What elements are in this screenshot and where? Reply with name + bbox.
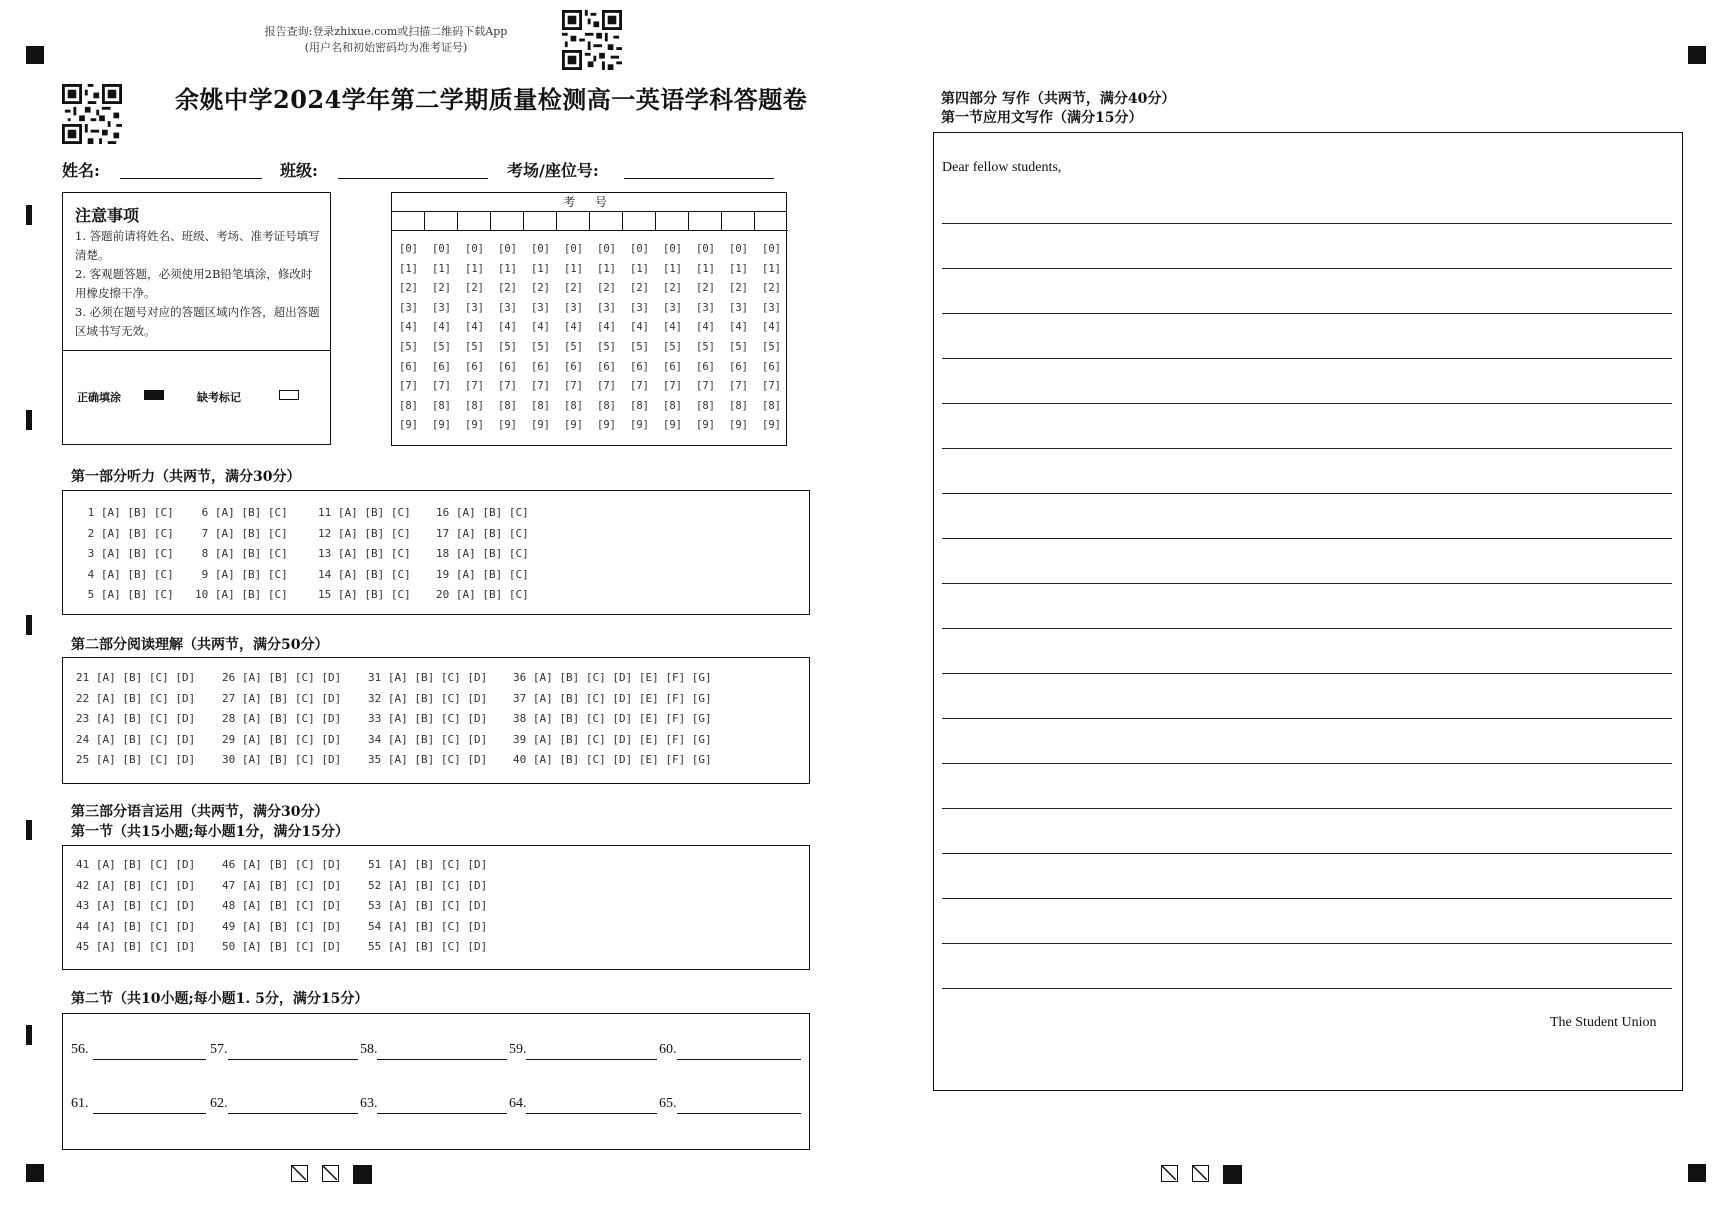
- corner-mark-bottom-right: [1688, 1164, 1706, 1182]
- exam-digit-option[interactable]: [9]: [432, 419, 451, 432]
- exam-digit-option[interactable]: [5]: [630, 340, 649, 353]
- exam-digit-option[interactable]: [0]: [465, 243, 484, 255]
- exam-number-write-cell[interactable]: [689, 211, 722, 231]
- exam-digit-option[interactable]: [1]: [432, 262, 451, 275]
- exam-digit-option[interactable]: [8]: [564, 399, 583, 412]
- answer-option-row[interactable]: 21 [A] [B] [C] [D]: [76, 671, 196, 684]
- blank-answer-line[interactable]: [228, 1112, 358, 1114]
- exam-digit-option[interactable]: [2]: [630, 282, 649, 295]
- answer-option-row[interactable]: 27 [A] [B] [C] [D]: [222, 691, 342, 705]
- exam-digit-option[interactable]: [5]: [498, 340, 517, 353]
- answer-option-row[interactable]: 30 [A] [B] [C] [D]: [222, 753, 342, 766]
- answer-option-row[interactable]: 31 [A] [B] [C] [D]: [368, 671, 488, 684]
- blank-number: 63.: [360, 1096, 378, 1111]
- answer-option-row[interactable]: 9 [A] [B] [C]: [195, 567, 288, 581]
- exam-digit-option[interactable]: [0]: [399, 243, 418, 255]
- timing-bar: [26, 615, 32, 635]
- exam-digit-option[interactable]: [0]: [630, 243, 649, 255]
- part3-section1-title: 第一节（共15小题;每小题1分，满分15分）: [71, 824, 349, 840]
- exam-number-write-cell[interactable]: [392, 211, 425, 231]
- exam-digit-option[interactable]: [0]: [663, 243, 682, 255]
- exam-digit-option[interactable]: [8]: [399, 399, 418, 412]
- exam-digit-option[interactable]: [6]: [531, 360, 550, 373]
- exam-digit-option[interactable]: [2]: [498, 282, 517, 295]
- exam-digit-option[interactable]: [9]: [465, 419, 484, 432]
- exam-number-digit-column: [623, 240, 656, 436]
- exam-digit-option[interactable]: [6]: [630, 360, 649, 373]
- absent-mark-checkbox[interactable]: [279, 390, 299, 400]
- exam-digit-option[interactable]: [9]: [762, 419, 781, 432]
- part3-section2-title: 第二节（共10小题;每小题1. 5分，满分15分）: [71, 991, 369, 1007]
- answer-option-row[interactable]: 11 [A] [B] [C]: [318, 506, 411, 519]
- notice-items: [75, 227, 320, 341]
- writing-line[interactable]: [942, 537, 1672, 539]
- exam-digit-option[interactable]: [4]: [531, 321, 550, 334]
- exam-digit-option[interactable]: [3]: [399, 301, 418, 314]
- exam-digit-option[interactable]: [7]: [663, 380, 682, 393]
- answer-option-row[interactable]: 24 [A] [B] [C] [D]: [76, 732, 196, 746]
- answer-option-row[interactable]: 22 [A] [B] [C] [D]: [76, 691, 196, 705]
- exam-digit-option[interactable]: [6]: [432, 360, 451, 373]
- crossed-box-icon: [1192, 1165, 1209, 1182]
- exam-digit-option[interactable]: [9]: [663, 419, 682, 432]
- exam-digit-option[interactable]: [2]: [465, 282, 484, 295]
- answer-option-row[interactable]: 37 [A] [B] [C] [D] [E] [F] [G]: [513, 691, 712, 705]
- timing-bar: [26, 1025, 32, 1045]
- answer-option-row[interactable]: 28 [A] [B] [C] [D]: [222, 712, 342, 725]
- writing-line[interactable]: [942, 762, 1672, 764]
- exam-digit-option[interactable]: [1]: [498, 262, 517, 275]
- exam-digit-option[interactable]: [9]: [597, 419, 616, 432]
- notice-item: 1. 答题前请将姓名、班级、考场、准考证号填写清楚。: [75, 229, 320, 262]
- exam-digit-option[interactable]: [1]: [399, 262, 418, 275]
- blank-number: 56.: [71, 1042, 89, 1057]
- answer-option-row[interactable]: 49 [A] [B] [C] [D]: [222, 919, 342, 933]
- timing-bar: [26, 820, 32, 840]
- blank-number: 65.: [659, 1096, 677, 1111]
- blank-number: 59.: [509, 1042, 527, 1057]
- exam-digit-option[interactable]: [8]: [630, 399, 649, 412]
- correct-fill-label: 正确填涂: [77, 391, 121, 404]
- exam-digit-option[interactable]: [2]: [762, 282, 781, 295]
- exam-number-digit-column: [392, 240, 425, 436]
- name-label: 姓名:: [62, 161, 100, 180]
- exam-digit-option[interactable]: [7]: [597, 380, 616, 393]
- letter-signature: The Student Union: [1550, 1015, 1657, 1030]
- exam-number-digit-column: [689, 240, 722, 436]
- answer-option-row[interactable]: 16 [A] [B] [C]: [436, 506, 529, 519]
- exam-digit-option[interactable]: [4]: [597, 321, 616, 334]
- answer-option-row[interactable]: 1 [A] [B] [C]: [81, 506, 174, 519]
- blank-answer-line[interactable]: [526, 1058, 657, 1060]
- exam-digit-option[interactable]: [8]: [498, 399, 517, 412]
- answer-option-row[interactable]: 5 [A] [B] [C]: [81, 588, 174, 601]
- qr-code-icon: [62, 84, 122, 144]
- exam-digit-option[interactable]: [8]: [663, 399, 682, 412]
- exam-digit-option[interactable]: [5]: [399, 340, 418, 353]
- blank-number: 60.: [659, 1042, 677, 1057]
- exam-digit-option[interactable]: [7]: [696, 380, 715, 393]
- exam-digit-option[interactable]: [1]: [729, 262, 748, 275]
- exam-number-digit-column: [557, 240, 590, 436]
- exam-digit-option[interactable]: [7]: [465, 380, 484, 393]
- report-line-2: (用户名和初始密码均为准考证号): [304, 41, 468, 54]
- blank-answer-line[interactable]: [377, 1112, 507, 1114]
- writing-line[interactable]: [942, 852, 1672, 854]
- exam-number-grid: [391, 192, 787, 446]
- answer-option-row[interactable]: 10 [A] [B] [C]: [195, 588, 288, 601]
- exam-digit-option[interactable]: [6]: [729, 360, 748, 373]
- answer-option-row[interactable]: 34 [A] [B] [C] [D]: [368, 732, 488, 746]
- exam-digit-option[interactable]: [3]: [498, 301, 517, 314]
- writing-box: [933, 132, 1683, 1091]
- exam-digit-option[interactable]: [2]: [696, 282, 715, 295]
- exam-digit-option[interactable]: [7]: [531, 380, 550, 393]
- exam-digit-option[interactable]: [0]: [597, 243, 616, 255]
- exam-number-write-cell[interactable]: [557, 211, 590, 231]
- answer-option-row[interactable]: 44 [A] [B] [C] [D]: [76, 919, 196, 933]
- exam-digit-option[interactable]: [2]: [663, 282, 682, 295]
- answer-option-row[interactable]: 3 [A] [B] [C]: [81, 547, 174, 560]
- writing-line[interactable]: [942, 447, 1672, 449]
- exam-number-digit-column: [458, 240, 491, 436]
- exam-digit-option[interactable]: [1]: [630, 262, 649, 275]
- exam-digit-option[interactable]: [4]: [465, 321, 484, 334]
- answer-option-row[interactable]: 7 [A] [B] [C]: [195, 526, 288, 540]
- exam-number-write-cell[interactable]: [590, 211, 623, 231]
- exam-digit-option[interactable]: [7]: [399, 380, 418, 393]
- blank-answer-line[interactable]: [526, 1112, 657, 1114]
- writing-line[interactable]: [942, 672, 1672, 674]
- exam-digit-option[interactable]: [1]: [696, 262, 715, 275]
- exam-digit-option[interactable]: [1]: [597, 262, 616, 275]
- answer-option-row[interactable]: 19 [A] [B] [C]: [436, 567, 529, 581]
- exam-digit-option[interactable]: [5]: [465, 340, 484, 353]
- exam-digit-option[interactable]: [1]: [762, 262, 781, 275]
- blank-answer-line[interactable]: [93, 1058, 206, 1060]
- exam-digit-option[interactable]: [4]: [696, 321, 715, 334]
- exam-digit-option[interactable]: [0]: [729, 243, 748, 255]
- exam-digit-option[interactable]: [8]: [465, 399, 484, 412]
- exam-digit-option[interactable]: [9]: [696, 419, 715, 432]
- exam-digit-option[interactable]: [7]: [729, 380, 748, 393]
- answer-option-row[interactable]: 17 [A] [B] [C]: [436, 526, 529, 540]
- exam-number-write-cell[interactable]: [755, 211, 788, 231]
- answer-option-row[interactable]: 35 [A] [B] [C] [D]: [368, 753, 488, 766]
- answer-option-row[interactable]: 43 [A] [B] [C] [D]: [76, 899, 196, 912]
- qr-code-icon: [562, 10, 622, 70]
- exam-digit-option[interactable]: [5]: [762, 340, 781, 353]
- exam-digit-option[interactable]: [2]: [597, 282, 616, 295]
- answer-option-row[interactable]: 40 [A] [B] [C] [D] [E] [F] [G]: [513, 753, 712, 766]
- exam-digit-option[interactable]: [9]: [531, 419, 550, 432]
- answer-option-row[interactable]: 55 [A] [B] [C] [D]: [368, 940, 488, 953]
- exam-digit-option[interactable]: [5]: [531, 340, 550, 353]
- class-field[interactable]: [338, 177, 488, 179]
- page-title: 余姚中学2024学年第二学期质量检测高一英语学科答题卷: [175, 85, 808, 114]
- exam-digit-option[interactable]: [6]: [564, 360, 583, 373]
- answer-option-row[interactable]: 38 [A] [B] [C] [D] [E] [F] [G]: [513, 712, 712, 725]
- exam-digit-option[interactable]: [5]: [597, 340, 616, 353]
- exam-digit-option[interactable]: [2]: [432, 282, 451, 295]
- exam-digit-option[interactable]: [4]: [762, 321, 781, 334]
- timing-bar: [26, 205, 32, 225]
- writing-line[interactable]: [942, 897, 1672, 899]
- exam-number-write-cell[interactable]: [458, 211, 491, 231]
- exam-digit-option[interactable]: [9]: [729, 419, 748, 432]
- exam-digit-option[interactable]: [9]: [564, 419, 583, 432]
- exam-digit-option[interactable]: [8]: [729, 399, 748, 412]
- answer-option-row[interactable]: 2 [A] [B] [C]: [81, 526, 174, 540]
- part3-answer-box: [62, 845, 810, 970]
- correct-fill-sample: [144, 390, 164, 400]
- exam-digit-option[interactable]: [8]: [597, 399, 616, 412]
- writing-line[interactable]: [942, 717, 1672, 719]
- part3-title: 第三部分语言运用（共两节，满分30分）: [71, 804, 329, 820]
- answer-option-row[interactable]: 8 [A] [B] [C]: [195, 547, 288, 560]
- exam-digit-option[interactable]: [0]: [696, 243, 715, 255]
- exam-number-digit-column: [722, 240, 755, 436]
- exam-digit-option[interactable]: [9]: [630, 419, 649, 432]
- exam-number-write-cell[interactable]: [722, 211, 755, 231]
- exam-digit-option[interactable]: [5]: [564, 340, 583, 353]
- exam-digit-option[interactable]: [3]: [729, 301, 748, 314]
- report-query-note: [236, 24, 536, 56]
- answer-option-row[interactable]: 42 [A] [B] [C] [D]: [76, 878, 196, 892]
- answer-option-row[interactable]: 29 [A] [B] [C] [D]: [222, 732, 342, 746]
- exam-digit-option[interactable]: [6]: [498, 360, 517, 373]
- answer-option-row[interactable]: 6 [A] [B] [C]: [195, 506, 288, 519]
- exam-digit-option[interactable]: [6]: [762, 360, 781, 373]
- answer-option-row[interactable]: 45 [A] [B] [C] [D]: [76, 940, 196, 953]
- blank-answer-line[interactable]: [677, 1058, 801, 1060]
- exam-digit-option[interactable]: [1]: [663, 262, 682, 275]
- corner-mark-bottom-left: [26, 1164, 44, 1182]
- answer-option-row[interactable]: 33 [A] [B] [C] [D]: [368, 712, 488, 725]
- answer-option-row[interactable]: 14 [A] [B] [C]: [318, 567, 411, 581]
- exam-digit-option[interactable]: [0]: [498, 243, 517, 255]
- answer-option-row[interactable]: 13 [A] [B] [C]: [318, 547, 411, 560]
- answer-option-row[interactable]: 41 [A] [B] [C] [D]: [76, 858, 196, 871]
- writing-line[interactable]: [942, 222, 1672, 224]
- letter-greeting: Dear fellow students,: [942, 160, 1062, 175]
- report-line-1: 报告查询:登录zhixue.com或扫描二维码下载App: [264, 25, 508, 38]
- answer-option-row[interactable]: 51 [A] [B] [C] [D]: [368, 858, 488, 871]
- exam-digit-option[interactable]: [7]: [630, 380, 649, 393]
- exam-number-write-cell[interactable]: [524, 211, 557, 231]
- timing-bar: [26, 410, 32, 430]
- blank-number: 64.: [509, 1096, 527, 1111]
- exam-number-digit-column: [590, 240, 623, 436]
- crossed-box-icon: [1161, 1165, 1178, 1182]
- blank-number: 57.: [210, 1042, 228, 1057]
- filled-box-icon: [353, 1165, 372, 1184]
- absent-mark-label: 缺考标记: [197, 391, 241, 404]
- answer-option-row[interactable]: 20 [A] [B] [C]: [436, 588, 529, 601]
- exam-number-write-cell[interactable]: [656, 211, 689, 231]
- blank-number: 62.: [210, 1096, 228, 1111]
- answer-option-row[interactable]: 26 [A] [B] [C] [D]: [222, 671, 342, 684]
- exam-digit-option[interactable]: [7]: [762, 380, 781, 393]
- exam-digit-option[interactable]: [3]: [564, 301, 583, 314]
- blank-answer-line[interactable]: [228, 1058, 358, 1060]
- answer-option-row[interactable]: 32 [A] [B] [C] [D]: [368, 691, 488, 705]
- exam-number-write-cell[interactable]: [425, 211, 458, 231]
- part2-answer-box: [62, 657, 810, 784]
- blank-answer-line[interactable]: [677, 1112, 801, 1114]
- exam-number-header: 考 号: [392, 193, 786, 212]
- exam-digit-option[interactable]: [8]: [432, 399, 451, 412]
- exam-digit-option[interactable]: [5]: [729, 340, 748, 353]
- notice-item: 2. 客观题答题，必须使用2B铅笔填涂，修改时用橡皮擦干净。: [75, 267, 313, 300]
- writing-line[interactable]: [942, 357, 1672, 359]
- exam-digit-option[interactable]: [4]: [630, 321, 649, 334]
- exam-digit-option[interactable]: [9]: [399, 419, 418, 432]
- part2-title: 第二部分阅读理解（共两节，满分50分）: [71, 637, 329, 653]
- exam-digit-option[interactable]: [7]: [432, 380, 451, 393]
- exam-number-write-cell[interactable]: [623, 211, 656, 231]
- writing-line[interactable]: [942, 582, 1672, 584]
- answer-option-row[interactable]: 12 [A] [B] [C]: [318, 526, 411, 540]
- answer-option-row[interactable]: 25 [A] [B] [C] [D]: [76, 753, 196, 766]
- answer-option-row[interactable]: 18 [A] [B] [C]: [436, 547, 529, 560]
- exam-digit-option[interactable]: [8]: [762, 399, 781, 412]
- notice-divider: [63, 350, 330, 351]
- exam-digit-option[interactable]: [5]: [432, 340, 451, 353]
- exam-digit-option[interactable]: [4]: [729, 321, 748, 334]
- notice-title: 注意事项: [75, 206, 140, 225]
- answer-option-row[interactable]: 39 [A] [B] [C] [D] [E] [F] [G]: [513, 732, 712, 746]
- blank-number: 58.: [360, 1042, 378, 1057]
- writing-line[interactable]: [942, 987, 1672, 989]
- exam-digit-option[interactable]: [6]: [399, 360, 418, 373]
- notice-box: [62, 192, 331, 445]
- exam-digit-option[interactable]: [2]: [531, 282, 550, 295]
- blank-number: 61.: [71, 1096, 89, 1111]
- writing-line[interactable]: [942, 627, 1672, 629]
- exam-digit-option[interactable]: [4]: [399, 321, 418, 334]
- exam-digit-option[interactable]: [1]: [531, 262, 550, 275]
- exam-digit-option[interactable]: [3]: [432, 301, 451, 314]
- exam-digit-option[interactable]: [3]: [663, 301, 682, 314]
- exam-number-digit-column: [755, 240, 788, 436]
- exam-number-digit-column: [491, 240, 524, 436]
- exam-digit-option[interactable]: [8]: [531, 399, 550, 412]
- fill-blank-box: [62, 1013, 810, 1150]
- answer-option-row[interactable]: 52 [A] [B] [C] [D]: [368, 878, 488, 892]
- exam-digit-option[interactable]: [0]: [762, 243, 781, 255]
- exam-digit-option[interactable]: [7]: [498, 380, 517, 393]
- exam-number-digit-column: [524, 240, 557, 436]
- exam-digit-option[interactable]: [1]: [564, 262, 583, 275]
- answer-option-row[interactable]: 48 [A] [B] [C] [D]: [222, 899, 342, 912]
- exam-digit-option[interactable]: [4]: [498, 321, 517, 334]
- seat-field[interactable]: [624, 177, 774, 179]
- answer-option-row[interactable]: 46 [A] [B] [C] [D]: [222, 858, 342, 871]
- exam-digit-option[interactable]: [4]: [564, 321, 583, 334]
- writing-line[interactable]: [942, 402, 1672, 404]
- corner-mark-top-right: [1688, 46, 1706, 64]
- exam-digit-option[interactable]: [3]: [762, 301, 781, 314]
- part4-section1-title: 第一节应用文写作（满分15分）: [941, 110, 1143, 126]
- exam-digit-option[interactable]: [3]: [465, 301, 484, 314]
- writing-line[interactable]: [942, 312, 1672, 314]
- writing-line[interactable]: [942, 492, 1672, 494]
- filled-box-icon: [1223, 1165, 1242, 1184]
- exam-digit-option[interactable]: [4]: [663, 321, 682, 334]
- exam-digit-option[interactable]: [2]: [729, 282, 748, 295]
- exam-digit-option[interactable]: [3]: [597, 301, 616, 314]
- answer-option-row[interactable]: 36 [A] [B] [C] [D] [E] [F] [G]: [513, 671, 712, 684]
- answer-option-row[interactable]: 54 [A] [B] [C] [D]: [368, 919, 488, 933]
- part1-answer-box: [62, 490, 810, 615]
- exam-digit-option[interactable]: [8]: [696, 399, 715, 412]
- part1-title: 第一部分听力（共两节，满分30分）: [71, 469, 301, 485]
- part4-title: 第四部分 写作（共两节，满分40分）: [941, 91, 1176, 107]
- exam-digit-option[interactable]: [6]: [465, 360, 484, 373]
- answer-option-row[interactable]: 53 [A] [B] [C] [D]: [368, 899, 488, 912]
- corner-mark-top-left: [26, 46, 44, 64]
- exam-number-digit-column: [425, 240, 458, 436]
- writing-line[interactable]: [942, 807, 1672, 809]
- writing-line[interactable]: [942, 942, 1672, 944]
- blank-answer-line[interactable]: [93, 1112, 206, 1114]
- crossed-box-icon: [291, 1165, 308, 1182]
- crossed-box-icon: [322, 1165, 339, 1182]
- exam-digit-option[interactable]: [5]: [663, 340, 682, 353]
- exam-digit-option[interactable]: [2]: [564, 282, 583, 295]
- exam-digit-option[interactable]: [2]: [399, 282, 418, 295]
- exam-digit-option[interactable]: [0]: [432, 243, 451, 255]
- exam-digit-option[interactable]: [9]: [498, 419, 517, 432]
- answer-option-row[interactable]: 15 [A] [B] [C]: [318, 588, 411, 601]
- exam-digit-option[interactable]: [1]: [465, 262, 484, 275]
- exam-digit-option[interactable]: [0]: [531, 243, 550, 255]
- answer-option-row[interactable]: 50 [A] [B] [C] [D]: [222, 940, 342, 953]
- blank-answer-line[interactable]: [377, 1058, 507, 1060]
- answer-option-row[interactable]: 47 [A] [B] [C] [D]: [222, 878, 342, 892]
- exam-digit-option[interactable]: [4]: [432, 321, 451, 334]
- exam-number-digit-column: [656, 240, 689, 436]
- seat-label: 考场/座位号:: [507, 161, 599, 180]
- exam-digit-option[interactable]: [6]: [663, 360, 682, 373]
- exam-digit-option[interactable]: [6]: [597, 360, 616, 373]
- exam-digit-option[interactable]: [7]: [564, 380, 583, 393]
- notice-item: 3. 必须在题号对应的答题区域内作答，超出答题区域书写无效。: [75, 305, 320, 338]
- answer-option-row[interactable]: 4 [A] [B] [C]: [81, 567, 174, 581]
- exam-digit-option[interactable]: [6]: [696, 360, 715, 373]
- exam-number-write-cell[interactable]: [491, 211, 524, 231]
- class-label: 班级:: [280, 161, 318, 180]
- exam-digit-option[interactable]: [0]: [564, 243, 583, 255]
- answer-option-row[interactable]: 23 [A] [B] [C] [D]: [76, 712, 196, 725]
- writing-line[interactable]: [942, 267, 1672, 269]
- exam-digit-option[interactable]: [3]: [696, 301, 715, 314]
- exam-digit-option[interactable]: [3]: [531, 301, 550, 314]
- exam-digit-option[interactable]: [5]: [696, 340, 715, 353]
- name-field[interactable]: [120, 177, 262, 179]
- exam-digit-option[interactable]: [3]: [630, 301, 649, 314]
